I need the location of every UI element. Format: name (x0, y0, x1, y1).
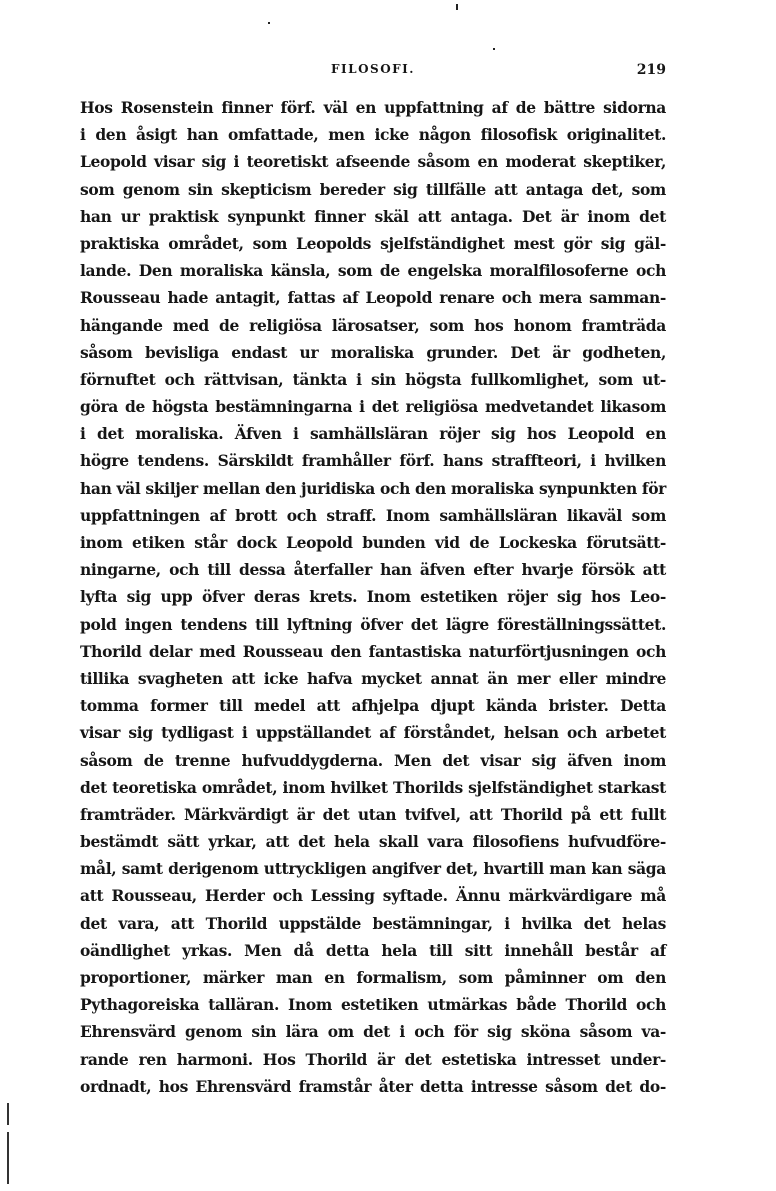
text-line: pold ingen tendens till lyftning öfver det lägre föreställningssättet. (80, 614, 666, 634)
text-line: såsom de trenne hufvuddygderna. Men det visar sig äfven inom (80, 750, 666, 770)
text-line: tillika svagheten att icke hafva mycket annat än mer eller mindre (80, 668, 666, 688)
text-line: framträder. Märkvärdigt är det utan tvifvel, att Thorild på ett fullt (80, 804, 666, 824)
text-line: lyfta sig upp öfver deras krets. Inom estetiken röjer sig hos Leo- (80, 587, 666, 607)
print-speck (456, 4, 458, 10)
text-line: bestämdt sätt yrkar, att det hela skall vara filosofiens hufvudföre- (80, 832, 666, 852)
text-line: rande ren harmoni. Hos Thorild är det estetiska intresset under- (80, 1049, 666, 1069)
running-title: FILOSOFI. (331, 62, 415, 76)
text-line: ordnadt, hos Ehrensvärd framstår åter detta intresse såsom det do- (80, 1076, 666, 1096)
print-speck (268, 22, 270, 24)
text-line: det teoretiska området, inom hvilket Thorilds sjelfständighet starkast (80, 777, 666, 797)
text-line: ningarne, och till dessa återfaller han äfven efter hvarje försök att (80, 560, 666, 580)
text-line: hängande med de religiösa lärosatser, som hos honom framträda (80, 315, 666, 335)
text-line: Ehrensvärd genom sin lära om det i och för sig sköna såsom va- (80, 1022, 666, 1042)
text-line: inom etiken står dock Leopold bunden vid de Lockeska förutsätt- (80, 533, 666, 552)
text-line: han väl skiljer mellan den juridiska och den moraliska synpunkten för (80, 478, 666, 498)
text-line: såsom bevisliga endast ur moraliska grunder. Det är godheten, (80, 342, 666, 362)
binding-mark (7, 1103, 9, 1125)
text-line: praktiska området, som Leopolds sjelfständighet mest gör sig gäl- (80, 233, 666, 253)
text-line: proportioner, märker man en formalism, som påminner om den (80, 968, 666, 987)
text-line: visar sig tydligast i uppställandet af förståndet, helsan och arbetet (80, 723, 666, 743)
text-line: Pythagoreiska talläran. Inom estetiken utmärkas både Thorild och (80, 995, 666, 1015)
page-header (80, 62, 666, 82)
text-line: förnuftet och rättvisan, tänkta i sin högsta fullkomlighet, som ut- (80, 369, 666, 389)
text-line: Rousseau hade antagit, fattas af Leopold renare och mera samman- (80, 288, 666, 308)
text-line: tomma former till medel att afhjelpa djupt kända brister. Detta (80, 696, 666, 716)
text-line: det vara, att Thorild uppstälde bestämningar, i hvilka det helas (80, 913, 666, 933)
binding-mark (7, 1132, 9, 1184)
text-line: i det moraliska. Äfven i samhällsläran röjer sig hos Leopold en (80, 424, 666, 444)
page-number: 219 (636, 62, 666, 78)
text-line: oändlighet yrkas. Men då detta hela till sitt innehåll består af (80, 940, 666, 960)
text-line: mål, samt derigenom uttryckligen angifver det, hvartill man kan säga (80, 859, 666, 879)
text-line: att Rousseau, Herder och Lessing syftade. Ännu märkvärdigare må (80, 886, 666, 906)
text-line: göra de högsta bestämningarna i det religiösa medvetandet likasom (80, 397, 666, 417)
text-line: Leopold visar sig i teoretiskt afseende såsom en moderat skeptiker, (80, 152, 666, 172)
text-line: Thorild delar med Rousseau den fantastiska naturförtjusningen och (80, 641, 666, 661)
print-speck (493, 48, 495, 50)
text-line: som genom sin skepticism bereder sig tillfälle att antaga det, som (80, 179, 666, 199)
text-line: högre tendens. Särskildt framhåller förf. hans straffteori, i hvilken (80, 451, 666, 471)
text-line: han ur praktisk synpunkt finner skäl att antaga. Det är inom det (80, 206, 666, 226)
text-line: uppfattningen af brott och straff. Inom samhällsläran likaväl som (80, 505, 666, 525)
text-line: lande. Den moraliska känsla, som de engelska moralfilosoferne och (80, 261, 666, 281)
body-text (80, 94, 666, 1100)
text-line: Hos Rosenstein finner förf. väl en uppfattning af de bättre sidorna (80, 98, 666, 117)
text-line: i den åsigt han omfattade, men icke någon filosofisk originalitet. (80, 125, 666, 145)
